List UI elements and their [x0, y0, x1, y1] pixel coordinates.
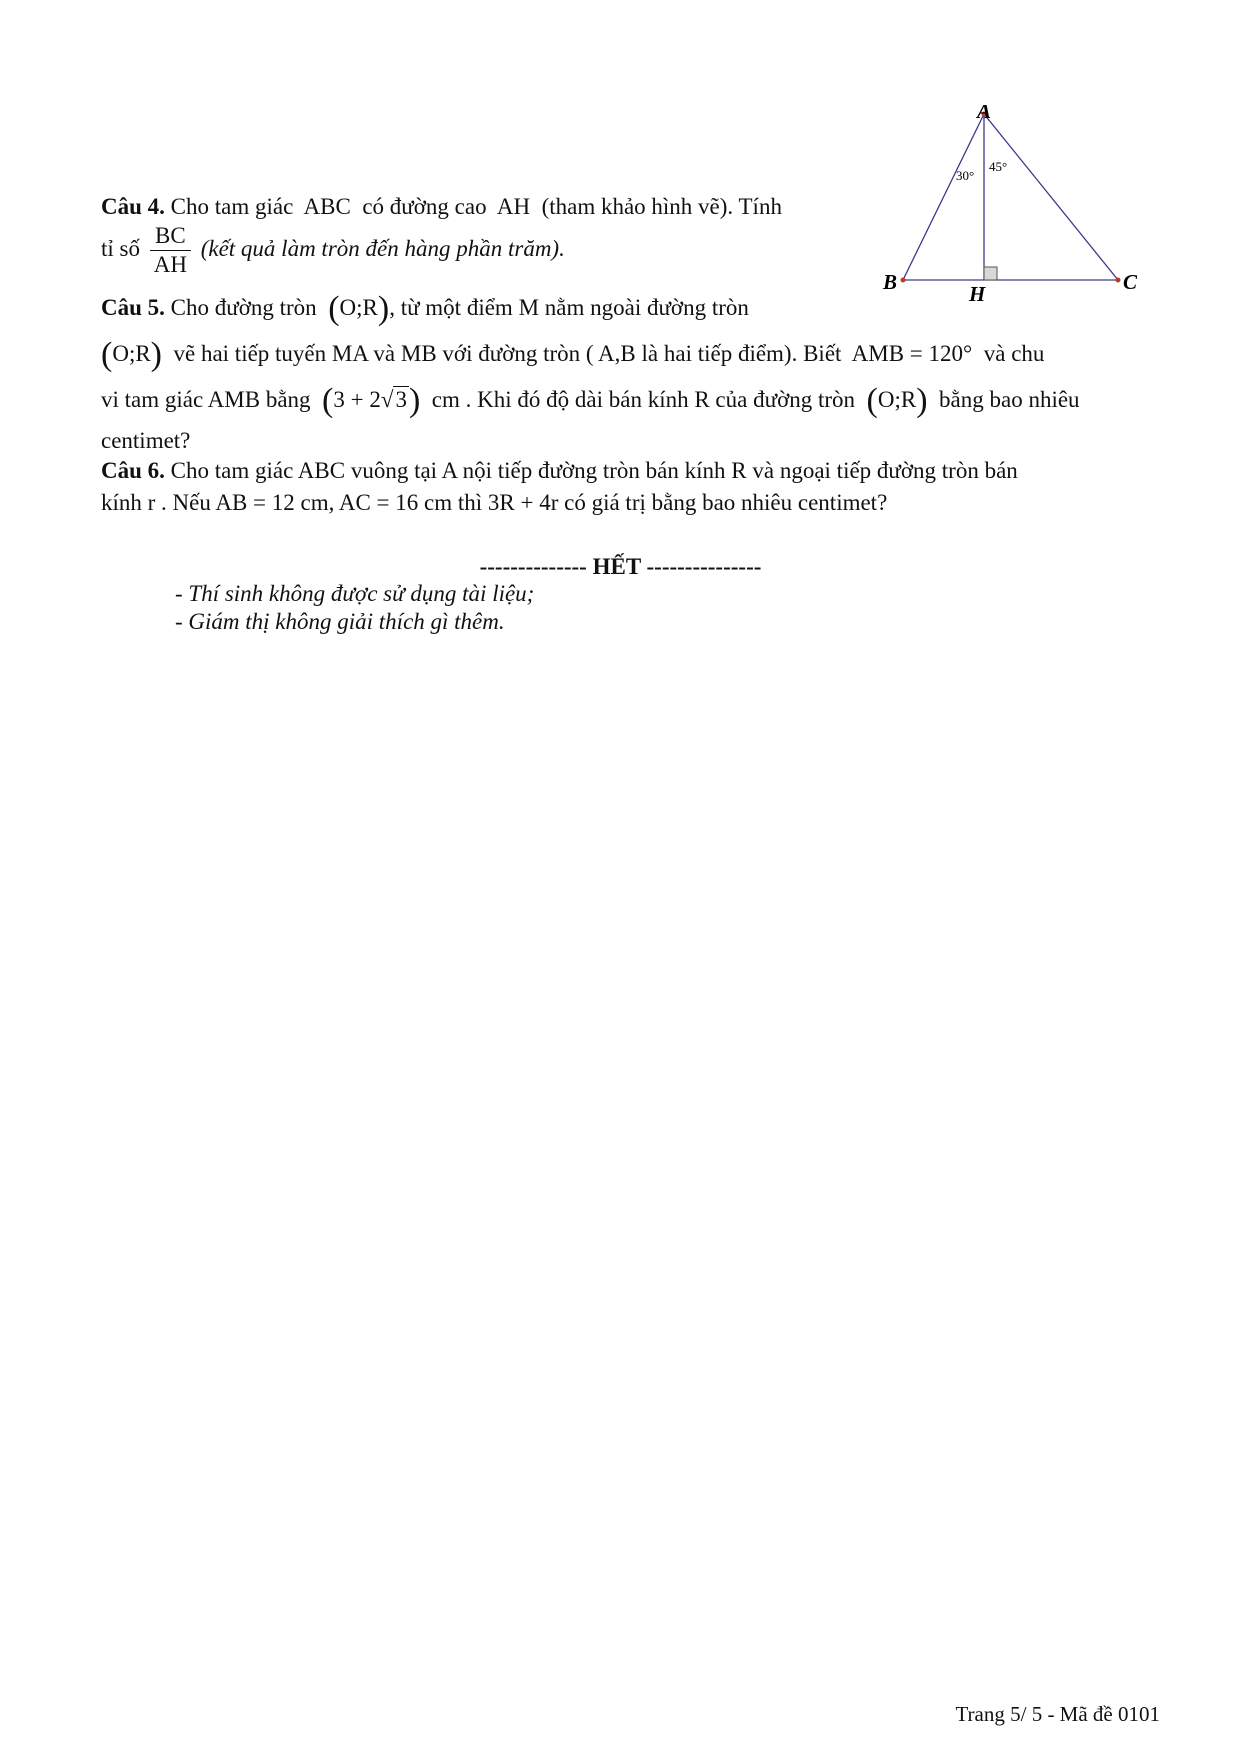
q4-label: Câu 4.: [101, 194, 165, 219]
label-c: C: [1123, 270, 1138, 294]
q4-text-a: Cho tam giác: [170, 194, 294, 219]
q5-circle-2: O;R: [112, 341, 151, 366]
q6-label: Câu 6.: [101, 458, 165, 483]
q4-text-c: (tham khảo hình vẽ). Tính: [541, 194, 782, 219]
q5-label: Câu 5.: [101, 295, 165, 320]
q5-line3: vi tam giác AMB bằng (3 + 2√3) cm . Khi đó độ dài bán kính R của đường tròn (O;R) bằng bao nhiêu: [101, 382, 1080, 419]
angle-45-label: 45°: [989, 159, 1008, 174]
q6-text-b: kính r . Nếu AB = 12 cm, AC = 16 cm thì 3R + 4r có giá trị bằng bao nhiêu centimet?: [101, 490, 888, 515]
q5-line2: (O;R) vẽ hai tiếp tuyến MA và MB với đường tròn ( A,B là hai tiếp điểm). Biết AMB = 120° và chu: [101, 336, 1045, 373]
q4-frac-den: AH: [153, 252, 187, 278]
q4-text-b: có đường cao: [362, 194, 487, 219]
q5-circle-1: O;R: [339, 295, 378, 320]
q5-text-a: Cho đường tròn: [170, 295, 317, 320]
q5-text-g: bằng bao nhiêu: [939, 387, 1080, 412]
q6-text-a: Cho tam giác ABC vuông tại A nội tiếp đường tròn bán kính R và ngoại tiếp đường tròn bán: [170, 458, 1018, 483]
q4-abc: ABC: [303, 194, 351, 219]
point-c: [1116, 278, 1121, 283]
q5-text-b: , từ một điểm M nằm ngoài đường tròn: [389, 295, 749, 320]
right-angle-marker: [984, 267, 997, 280]
q6-line2: [101, 489, 887, 518]
end-marker: [0, 553, 1241, 582]
q4-frac-num: BC: [150, 224, 191, 251]
q5-line4: [101, 427, 190, 456]
q5-text-f: cm . Khi đó độ dài bán kính R của đường tròn: [431, 387, 856, 412]
q5-perimeter-sqrt: 3: [395, 387, 407, 412]
q5-angle: AMB = 120°: [851, 341, 973, 366]
label-b: B: [883, 270, 898, 294]
sqrt-symbol: √3: [380, 387, 407, 412]
label-h: H: [969, 282, 986, 305]
q4-fraction: [150, 224, 191, 277]
q4-line1: [101, 193, 782, 222]
triangle-abc: [903, 114, 1118, 280]
angle-30-label: 30°: [956, 168, 975, 183]
q5-text-c: vẽ hai tiếp tuyến MA và MB với đường tròn ( A,B là hai tiếp điểm). Biết: [173, 341, 842, 366]
q4-ah: AH: [496, 194, 531, 219]
q4-rounding-note: (kết quả làm tròn đến hàng phần trăm).: [200, 235, 565, 261]
q5-line1: Câu 5. Cho đường tròn (O;R), từ một điểm M nằm ngoài đường tròn: [101, 290, 749, 327]
end-text: -------------- HẾT ---------------: [479, 554, 762, 579]
q4-line2: [101, 224, 565, 277]
q5-circle-3: O;R: [877, 387, 917, 412]
triangle-figure: [880, 105, 1160, 305]
q5-text-e: vi tam giác AMB bằng: [101, 387, 311, 412]
q6-line1: [101, 457, 1018, 486]
point-b: [901, 278, 906, 283]
q5-text-d: và chu: [983, 341, 1045, 366]
page-footer: Trang 5/ 5 - Mã đề 0101: [955, 1702, 1160, 1726]
q4-ratio-pre: tỉ số: [101, 235, 140, 261]
label-a: A: [977, 105, 992, 123]
q5-perimeter-a: 3 + 2: [333, 387, 381, 412]
note-no-explanation: - Giám thị không giải thích gì thêm.: [175, 609, 505, 634]
note-no-materials: - Thí sinh không được sử dụng tài liệu;: [175, 581, 535, 606]
q5-text-h: centimet?: [101, 428, 191, 453]
